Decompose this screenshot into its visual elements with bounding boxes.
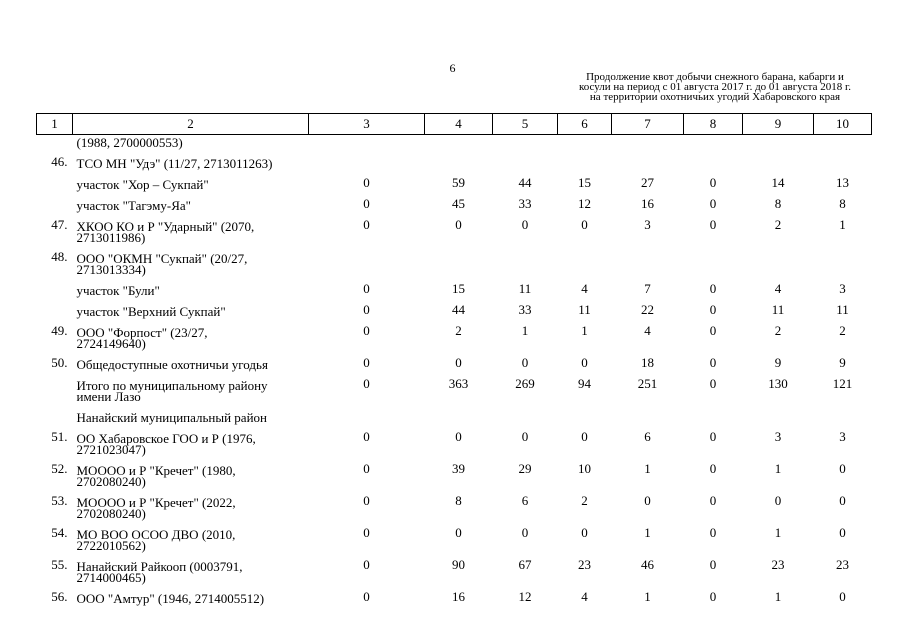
- quota-value: [493, 156, 558, 177]
- organization-name-line: (1988, 2700000553): [76, 135, 183, 150]
- table-row: [37, 378, 872, 410]
- quota-value: [684, 135, 743, 157]
- quota-value: 1: [521, 323, 529, 338]
- column-header: 9: [743, 114, 814, 135]
- table-row: [37, 431, 872, 463]
- quota-value: [612, 410, 684, 431]
- quota-value: 0: [521, 355, 529, 370]
- quota-value: 1: [774, 589, 782, 604]
- quota-value: 0: [455, 429, 462, 444]
- quota-value: 4: [581, 589, 588, 604]
- quota-value: 15: [452, 281, 465, 296]
- quota-value: 0: [709, 217, 717, 232]
- organization-name-line: Нанайский муниципальный район: [76, 410, 267, 425]
- organization-name-line: 2713011986): [76, 230, 146, 245]
- quota-value: 1: [644, 461, 651, 476]
- table-row: [37, 559, 872, 591]
- quota-value: 121: [832, 376, 853, 391]
- table-row: [37, 219, 872, 251]
- quota-value: 12: [578, 196, 591, 211]
- quota-value: [743, 251, 814, 283]
- quota-value: 269: [515, 376, 535, 391]
- quota-value: [493, 410, 558, 431]
- table-row: [37, 463, 872, 495]
- quota-value: 23: [578, 557, 591, 572]
- quota-value: 6: [644, 429, 651, 444]
- organization-name: [73, 527, 309, 559]
- quota-value: 2: [774, 323, 782, 338]
- quota-value: 16: [641, 196, 654, 211]
- quota-value: 0: [709, 376, 717, 391]
- quota-value: 33: [518, 196, 532, 211]
- row-number: 52.: [51, 461, 68, 476]
- organization-name: [73, 135, 309, 157]
- quota-value: 4: [774, 281, 782, 296]
- quota-value: 0: [363, 429, 370, 444]
- row-number: 53.: [51, 493, 68, 508]
- quota-value: 0: [709, 302, 717, 317]
- row-number: [37, 304, 73, 325]
- quota-value: 39: [452, 461, 465, 476]
- quota-value: 13: [836, 175, 849, 190]
- quota-value: 251: [637, 376, 658, 391]
- organization-name-line: Общедоступные охотничьи угодья: [76, 357, 268, 372]
- caption-line: на территории охотничьих угодий Хабаровского края: [589, 91, 841, 103]
- organization-name: [73, 559, 309, 591]
- quota-value: [493, 135, 558, 157]
- table-row: [37, 357, 872, 378]
- organization-name-line: МОООО и Р "Кречет" (2022,: [76, 495, 236, 510]
- organization-name-line: участок "Верхний Сукпай": [76, 304, 226, 319]
- caption-line: косули на период с 01 августа 2017 г. до 01 августа 2018 г.: [578, 81, 851, 93]
- quota-value: 3: [839, 429, 846, 444]
- table-row: [37, 198, 872, 219]
- quota-value: 67: [518, 557, 532, 572]
- column-header: 1: [37, 114, 73, 135]
- organization-name: [73, 410, 309, 431]
- quota-value: 33: [518, 302, 532, 317]
- quota-value: 27: [641, 175, 654, 190]
- quota-value: 0: [581, 525, 588, 540]
- quota-value: 22: [641, 302, 654, 317]
- quota-value: [425, 135, 493, 157]
- quota-value: 0: [709, 525, 717, 540]
- organization-name: [73, 304, 309, 325]
- table-row: [37, 304, 872, 325]
- quota-value: [814, 251, 872, 283]
- quota-value: 29: [518, 461, 532, 476]
- quota-value: 8: [455, 493, 462, 508]
- row-number: 48.: [51, 249, 68, 264]
- quota-value: 0: [709, 323, 717, 338]
- quota-value: 16: [452, 589, 465, 604]
- table-caption: [548, 72, 882, 102]
- quota-value: 9: [774, 355, 782, 370]
- quota-value: 45: [452, 196, 465, 211]
- quota-value: 44: [518, 175, 532, 190]
- table-row: [37, 135, 872, 157]
- organization-name-line: 2702080240): [76, 474, 146, 489]
- quota-value: 0: [709, 355, 717, 370]
- table-body: [37, 135, 872, 613]
- organization-name: [73, 463, 309, 495]
- quota-value: 0: [581, 217, 588, 232]
- organization-name: [73, 251, 309, 283]
- column-header: 5: [493, 114, 558, 135]
- quota-value: 1: [581, 323, 588, 338]
- organization-name-line: 2721023047): [76, 442, 146, 457]
- column-header: 3: [309, 114, 425, 135]
- column-header: 7: [612, 114, 684, 135]
- row-number: 51.: [51, 429, 68, 444]
- organization-name-line: МОООО и Р "Кречет" (1980,: [76, 463, 236, 478]
- row-number: 46.: [51, 154, 68, 169]
- table-row: [37, 410, 872, 431]
- quota-value: [425, 410, 493, 431]
- quota-value: 23: [771, 557, 785, 572]
- row-number: [37, 283, 73, 304]
- quota-value: 130: [768, 376, 788, 391]
- quota-value: 11: [578, 302, 591, 317]
- table-row: [37, 156, 872, 177]
- organization-name-line: имени Лазо: [76, 389, 141, 404]
- organization-name: [73, 198, 309, 219]
- quota-value: [612, 251, 684, 283]
- quota-value: [558, 156, 612, 177]
- quota-value: [743, 135, 814, 157]
- quota-value: 0: [709, 429, 717, 444]
- quota-value: 0: [363, 217, 370, 232]
- quota-value: 2: [774, 217, 782, 232]
- table-row: [37, 495, 872, 527]
- organization-name-line: Нанайский Райкооп (0003791,: [76, 559, 243, 574]
- quota-value: 0: [644, 493, 651, 508]
- quota-value: 0: [363, 196, 370, 211]
- quota-value: 14: [771, 175, 785, 190]
- quota-value: 11: [518, 281, 532, 296]
- table-row: [37, 177, 872, 198]
- organization-name-line: 2714000465): [76, 570, 146, 585]
- table-row: [37, 251, 872, 283]
- quota-value: 0: [363, 376, 370, 391]
- quota-value: [814, 156, 872, 177]
- organization-name-line: участок "Були": [76, 283, 160, 298]
- quota-value: 23: [836, 557, 849, 572]
- quota-value: 1: [839, 217, 846, 232]
- quota-value: 0: [521, 429, 529, 444]
- column-header: 6: [558, 114, 612, 135]
- quota-value: 0: [709, 589, 717, 604]
- organization-name: [73, 378, 309, 410]
- quota-value: 0: [709, 493, 717, 508]
- quota-value: 4: [644, 323, 651, 338]
- organization-name-line: ТСО МН "Удэ" (11/27, 2713011263): [76, 156, 273, 171]
- quota-value: 0: [363, 461, 370, 476]
- quota-value: 11: [771, 302, 785, 317]
- quota-value: [558, 135, 612, 157]
- organization-name-line: участок "Хор – Сукпай": [76, 177, 209, 192]
- organization-name: [73, 495, 309, 527]
- quota-value: [612, 135, 684, 157]
- header-row: [37, 114, 872, 135]
- quota-value: [558, 410, 612, 431]
- table-row: [37, 591, 872, 612]
- quota-value: 0: [363, 589, 370, 604]
- quota-value: 2: [455, 323, 462, 338]
- quota-value: 0: [581, 355, 588, 370]
- organization-name-line: ХКОО КО и Р "Ударный" (2070,: [76, 219, 255, 234]
- organization-name-line: 2724149640): [76, 336, 146, 351]
- row-number: 47.: [51, 217, 68, 232]
- quota-value: [684, 410, 743, 431]
- quota-value: 0: [774, 493, 782, 508]
- quota-value: 2: [581, 493, 588, 508]
- table-row: [37, 527, 872, 559]
- quota-value: 0: [363, 355, 370, 370]
- organization-name-line: Итого по муниципальному району: [76, 378, 268, 393]
- quota-value: [743, 410, 814, 431]
- quota-value: 8: [839, 196, 846, 211]
- organization-name: [73, 325, 309, 357]
- quota-value: 44: [452, 302, 465, 317]
- quota-value: 3: [774, 429, 782, 444]
- quota-value: 0: [455, 525, 462, 540]
- column-header: 2: [73, 114, 309, 135]
- organization-name: [73, 591, 309, 612]
- quota-value: 0: [709, 175, 717, 190]
- quota-value: 94: [578, 376, 591, 391]
- quota-value: 0: [839, 589, 846, 604]
- quota-value: 0: [521, 525, 529, 540]
- organization-name-line: МО ВОО ОСОО ДВО (2010,: [76, 527, 236, 542]
- quota-value: 12: [518, 589, 532, 604]
- quota-value: 0: [839, 525, 846, 540]
- quota-value: 0: [709, 281, 717, 296]
- quota-value: [612, 156, 684, 177]
- organization-name: [73, 357, 309, 378]
- row-number: 54.: [51, 525, 68, 540]
- quota-value: 0: [521, 217, 529, 232]
- organization-name-line: участок "Тагэму-Яа": [76, 198, 191, 213]
- quota-value: 0: [709, 557, 717, 572]
- quota-value: 0: [839, 461, 846, 476]
- quota-value: 9: [839, 355, 846, 370]
- organization-name: [73, 283, 309, 304]
- page-number: 6: [449, 61, 456, 75]
- organization-name-line: ООО "Форпост" (23/27,: [76, 325, 208, 340]
- quota-value: 0: [455, 217, 462, 232]
- quota-value: [309, 156, 425, 177]
- column-header: 10: [814, 114, 872, 135]
- caption-line: Продолжение квот добычи снежного барана, кабарги и: [586, 71, 844, 83]
- quota-value: 0: [363, 557, 370, 572]
- quota-value: 1: [644, 589, 651, 604]
- organization-name-line: 2722010562): [76, 538, 146, 553]
- quota-value: 0: [839, 493, 846, 508]
- quota-value: [684, 251, 743, 283]
- quota-value: 46: [641, 557, 654, 572]
- quota-value: 0: [363, 323, 370, 338]
- quota-value: 0: [363, 175, 370, 190]
- quota-value: 0: [363, 302, 370, 317]
- quota-value: [684, 156, 743, 177]
- quota-value: 59: [452, 175, 465, 190]
- quota-value: 8: [774, 196, 782, 211]
- organization-name-line: ОО Хабаровское ГОО и Р (1976,: [76, 431, 256, 446]
- quota-value: 3: [644, 217, 651, 232]
- quota-table: [36, 113, 872, 612]
- column-header: 4: [425, 114, 493, 135]
- quota-value: 0: [363, 493, 370, 508]
- quota-value: 11: [836, 302, 849, 317]
- row-number: 56.: [51, 589, 68, 604]
- quota-value: 4: [581, 281, 588, 296]
- quota-value: 90: [452, 557, 465, 572]
- organization-name-line: 2713013334): [76, 262, 146, 277]
- organization-name: [73, 177, 309, 198]
- row-number: 55.: [51, 557, 68, 572]
- organization-name: [73, 431, 309, 463]
- quota-value: 18: [641, 355, 654, 370]
- quota-value: [309, 410, 425, 431]
- quota-value: 0: [709, 461, 717, 476]
- column-header: 8: [684, 114, 743, 135]
- quota-value: [309, 135, 425, 157]
- quota-value: [425, 251, 493, 283]
- row-number: 50.: [51, 355, 68, 370]
- table-row: [37, 325, 872, 357]
- quota-value: 10: [578, 461, 591, 476]
- quota-value: [814, 135, 872, 157]
- quota-value: 1: [644, 525, 651, 540]
- quota-value: 0: [581, 429, 588, 444]
- quota-value: 15: [578, 175, 591, 190]
- quota-value: 6: [521, 493, 529, 508]
- row-number: 49.: [51, 323, 68, 338]
- quota-value: 363: [448, 376, 469, 391]
- quota-value: [425, 156, 493, 177]
- quota-value: 7: [644, 281, 651, 296]
- organization-name: [73, 156, 309, 177]
- organization-name-line: 2702080240): [76, 506, 146, 521]
- quota-value: 0: [363, 281, 370, 296]
- row-number: [37, 410, 73, 431]
- quota-value: 0: [709, 196, 717, 211]
- table-row: [37, 283, 872, 304]
- quota-value: 2: [839, 323, 846, 338]
- organization-name-line: ООО "ОКМН "Сукпай" (20/27,: [76, 251, 248, 266]
- quota-value: [743, 156, 814, 177]
- quota-value: 1: [774, 525, 782, 540]
- row-number: [37, 378, 73, 410]
- quota-value: [309, 251, 425, 283]
- quota-value: [814, 410, 872, 431]
- organization-name: [73, 219, 309, 251]
- row-number: [37, 135, 73, 157]
- row-number: [37, 177, 73, 198]
- quota-value: 3: [839, 281, 846, 296]
- organization-name-line: ООО "Амтур" (1946, 2714005512): [76, 591, 265, 606]
- quota-value: 0: [363, 525, 370, 540]
- quota-value: 0: [455, 355, 462, 370]
- quota-value: [558, 251, 612, 283]
- row-number: [37, 198, 73, 219]
- quota-value: [493, 251, 558, 283]
- quota-value: 1: [774, 461, 782, 476]
